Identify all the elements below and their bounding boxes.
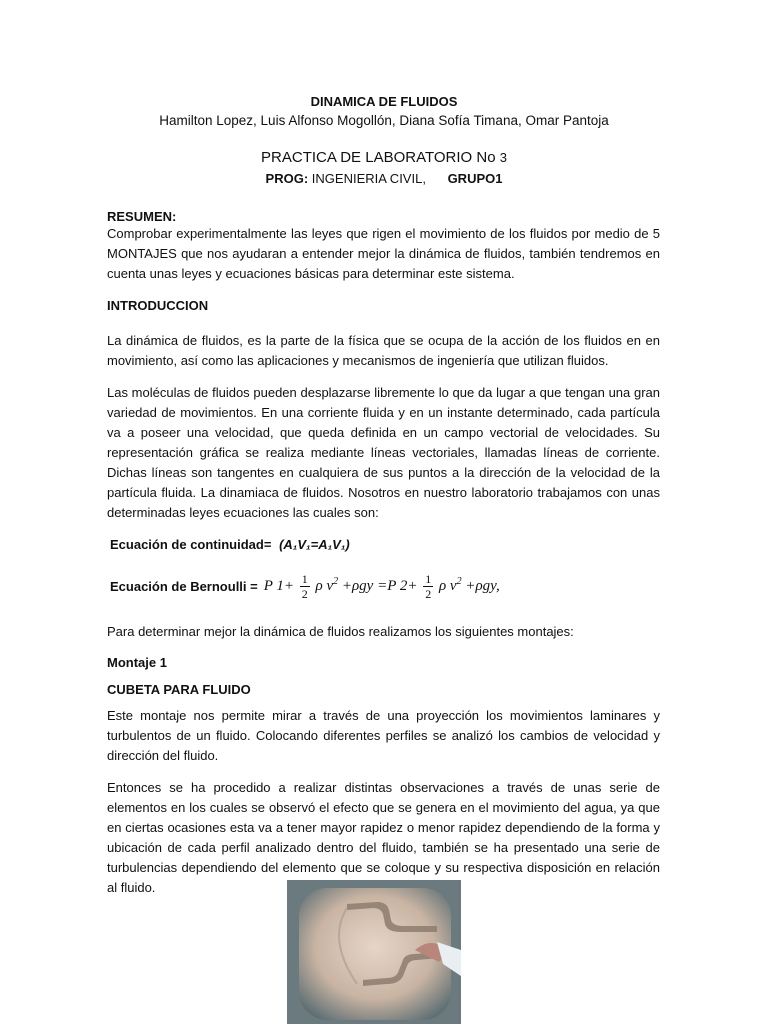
fraction-half-1 — [300, 572, 310, 601]
fraction-half-2 — [423, 572, 433, 601]
montaje-1-heading: Montaje 1 — [107, 655, 167, 670]
exp-2: 2 — [456, 575, 462, 587]
frac-den-2: 2 — [425, 586, 432, 601]
intro-heading: INTRODUCCION — [107, 298, 209, 313]
rho-v-1: ρ v — [315, 577, 334, 594]
montaje-1-paragraph-2: Entonces se ha procedido a realizar distintas observaciones a través de unas serie de elementos en los cuales se observó el efecto que se genera en el movimiento del agua, ya que en ciertas ocasiones esta va a tener mayor rapidez o menor rapidez dependiendo de la forma y ubicación de cada perfil analizado dentro del fluido, también se ha presentado una serie de turbulencias dependiendo del elemento que se coloque y su respectiva disposición en relación al fluido. — [107, 780, 660, 895]
continuity-label: Ecuación de continuidad= — [110, 537, 272, 552]
prog-label: PROG: — [265, 171, 309, 186]
prog-value: INGENIERIA CIVIL, — [311, 171, 426, 186]
continuity-formula: (A₁V₁=A₁V₁) — [279, 537, 350, 552]
practice-number: 3 — [499, 150, 507, 165]
continuity-equation — [110, 537, 350, 552]
practice-title — [0, 149, 768, 166]
rho-v-2: ρ v — [438, 577, 457, 594]
bernoulli-label: Ecuación de Bernoulli = — [110, 578, 258, 594]
bernoulli-equation — [110, 566, 500, 606]
document-title: DINAMICA DE FLUIDOS — [310, 94, 458, 109]
frac-den-1: 2 — [301, 586, 308, 601]
bernoulli-formula — [264, 572, 500, 601]
rho-g-y-1: +ρgy — [341, 577, 374, 594]
exp-1: 2 — [333, 575, 339, 587]
equation-end: , — [496, 577, 500, 594]
rho-g-y-2: +ρgy — [465, 577, 496, 594]
resumen-heading: RESUMEN: — [107, 209, 177, 224]
bernoulli-p1: P 1+ — [263, 577, 294, 594]
authors-line: Hamilton Lopez, Luis Alfonso Mogollón, Diana Sofía Timana, Omar Pantoja — [159, 113, 609, 128]
intro-paragraph-1: La dinámica de fluidos, es la parte de la física que se ocupa de la acción de los fluidos en en movimiento, así como las aplicaciones y mecanismos de ingeniería que utilizan fluidos. — [107, 333, 660, 368]
frac-num-1: 1 — [301, 571, 308, 586]
group-label: GRUPO1 — [447, 171, 503, 186]
frac-num-2: 1 — [425, 571, 432, 586]
montaje-1-subheading: CUBETA PARA FLUIDO — [107, 682, 251, 697]
practice-title-text: PRACTICA DE LABORATORIO No — [261, 149, 496, 166]
montajes-intro: Para determinar mejor la dinámica de fluidos realizamos los siguientes montajes: — [107, 624, 574, 639]
intro-paragraph-2: Las moléculas de fluidos pueden desplazarse libremente lo que da lugar a que tengan una gran variedad de movimientos. En una corriente fluida y en un instante determinado, cada partícula va a poseer una velocidad, que queda definida en un campo vectorial de velocidades. Su representación gráfica se realiza mediante líneas vectoriales, llamadas líneas de corriente. Dichas líneas son tangentes en cualquiera de sus puntos a la dirección de la velocidad de la partícula fluida. La dinamiaca de fluidos. Nosotros en nuestro laboratorio trabajamos con unas determinadas leyes ecuaciones las cuales son: — [107, 385, 660, 520]
bernoulli-p2: =P 2+ — [377, 577, 418, 594]
fluid-tank-photo — [287, 880, 461, 1024]
montaje-1-paragraph-1: Este montaje nos permite mirar a través de una proyección los movimientos laminares y turbulentos de un fluido. Colocando diferentes perfiles se analizó los cambios de velocidad y dirección del fluido. — [107, 708, 660, 763]
program-line — [0, 171, 768, 186]
resumen-text: Comprobar experimentalmente las leyes que rigen el movimiento de los fluidos por medio de 5 MONTAJES que nos ayudaran a entender mejor la dinámica de fluidos, también tendremos en cuenta unas leyes y ecuaciones básicas para determinar este sistema. — [107, 226, 660, 281]
fluid-tank-photo-drawing — [287, 880, 461, 1024]
